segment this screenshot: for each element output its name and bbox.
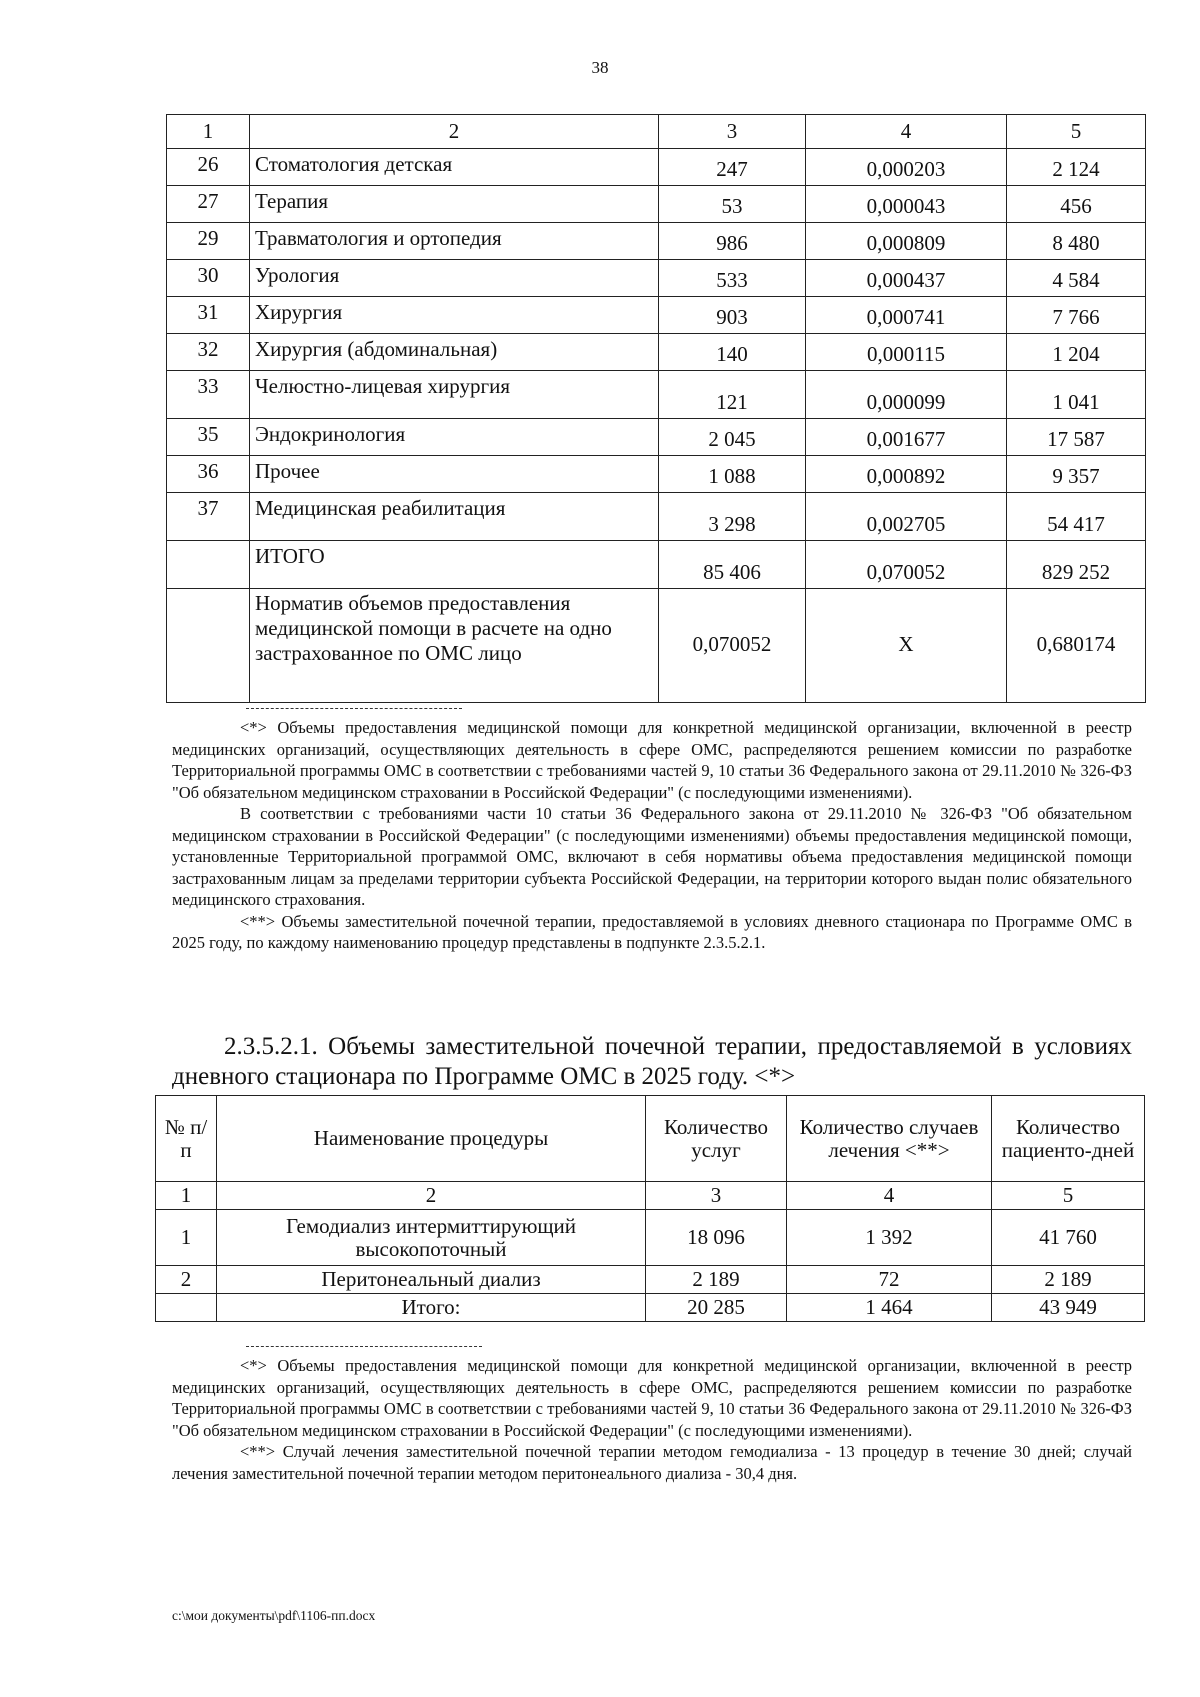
footnote-paragraph: <**> Объемы заместительной почечной терапии, предоставляемой в условиях дневного стационара по Программе ОМС в 2025 году, по каждому наименованию процедур представлены в подпункте 2.3.5.2.1.	[172, 911, 1132, 952]
row-name: Стоматология детская	[250, 149, 659, 186]
column-number: 3	[646, 1182, 787, 1210]
row-name: Хирургия (абдоминальная)	[250, 334, 659, 371]
row-value-3: 247	[659, 149, 806, 186]
row-value-4: 0,001677	[806, 419, 1007, 456]
table-header-row	[156, 1096, 1145, 1182]
row-value-4: 0,000099	[806, 371, 1007, 419]
row-name: Гемодиализ интермиттирующий высокопоточный	[217, 1210, 646, 1266]
table-row	[167, 223, 1146, 260]
table-row	[167, 149, 1146, 186]
column-numbers-row	[156, 1182, 1145, 1210]
column-number: 1	[167, 115, 250, 149]
row-cases: 1 392	[787, 1210, 992, 1266]
row-name: Челюстно-лицевая хирургия	[250, 371, 659, 419]
table-row	[167, 297, 1146, 334]
row-name: Перитонеальный диализ	[217, 1266, 646, 1294]
row-value-5: 9 357	[1007, 456, 1146, 493]
footnote-paragraph: <**> Случай лечения заместительной почечной терапии методом гемодиализа - 13 процедур в течение 30 дней; случай лечения заместительной почечной терапии методом перитонеального диализа - 30,4 дня.	[172, 1442, 1132, 1483]
row-number: 2	[156, 1266, 217, 1294]
row-number: 36	[167, 456, 250, 493]
row-value-4: 0,000892	[806, 456, 1007, 493]
row-value-3: 140	[659, 334, 806, 371]
row-number: 1	[156, 1210, 217, 1266]
row-value-4: 0,000203	[806, 149, 1007, 186]
row-name: Медицинская реабилитация	[250, 493, 659, 541]
row-value-3: 1 088	[659, 456, 806, 493]
row-value-3: 903	[659, 297, 806, 334]
total-row	[156, 1294, 1145, 1322]
row-services: 18 096	[646, 1210, 787, 1266]
total-cases: 1 464	[787, 1294, 992, 1322]
column-number: 4	[806, 115, 1007, 149]
footnote-paragraph: <*> Объемы предоставления медицинской помощи для конкретной медицинской организации, включенной в реестр медицинских организаций, осуществляющих деятельность в сфере ОМС, распределяются решением комиссии по разработке Территориальной программы ОМС в соответствии с требованиями частей 9, 10 статьи 36 Федерального закона от 29.11.2010 № 326-ФЗ "Об обязательном медицинском страховании в Российской Федерации" (с последующими изменениями).	[172, 1356, 1132, 1440]
row-value-5: 1 041	[1007, 371, 1146, 419]
normative-row	[167, 589, 1146, 703]
total-services: 20 285	[646, 1294, 787, 1322]
footnotes-1	[172, 717, 1132, 954]
row-cases: 72	[787, 1266, 992, 1294]
row-number: 26	[167, 149, 250, 186]
row-value-3: 533	[659, 260, 806, 297]
header-services: Количество услуг	[646, 1096, 787, 1182]
column-number: 1	[156, 1182, 217, 1210]
row-value-4: 0,000741	[806, 297, 1007, 334]
row-name: Травматология и ортопедия	[250, 223, 659, 260]
table-row	[156, 1266, 1145, 1294]
column-number: 5	[1007, 115, 1146, 149]
row-name: Хирургия	[250, 297, 659, 334]
total-value-4: 0,070052	[806, 541, 1007, 589]
row-value-5: 1 204	[1007, 334, 1146, 371]
row-number: 37	[167, 493, 250, 541]
total-days: 43 949	[992, 1294, 1145, 1322]
header-cases: Количество случаев лечения <**>	[787, 1096, 992, 1182]
header-patient-days: Количество пациенто-дней	[992, 1096, 1145, 1182]
row-value-3: 121	[659, 371, 806, 419]
row-services: 2 189	[646, 1266, 787, 1294]
row-value-4: 0,000043	[806, 186, 1007, 223]
table-row	[167, 419, 1146, 456]
total-label: ИТОГО	[250, 541, 659, 589]
row-value-5: 2 124	[1007, 149, 1146, 186]
table-row	[167, 186, 1146, 223]
total-value-3: 85 406	[659, 541, 806, 589]
normative-value-3: 0,070052	[659, 589, 806, 703]
row-value-5: 17 587	[1007, 419, 1146, 456]
row-value-3: 3 298	[659, 493, 806, 541]
document-path: c:\мои документы\pdf\1106-пп.docx	[172, 1608, 376, 1623]
row-value-3: 2 045	[659, 419, 806, 456]
row-days: 2 189	[992, 1266, 1145, 1294]
column-number: 5	[992, 1182, 1145, 1210]
total-label: Итого:	[217, 1294, 646, 1322]
row-number: 32	[167, 334, 250, 371]
row-number: 31	[167, 297, 250, 334]
footnotes-2	[172, 1355, 1132, 1484]
footnote-separator	[246, 1346, 482, 1347]
row-number: 35	[167, 419, 250, 456]
row-value-3: 53	[659, 186, 806, 223]
volumes-table	[166, 114, 1146, 703]
empty-cell	[156, 1294, 217, 1322]
row-name: Урология	[250, 260, 659, 297]
row-value-5: 4 584	[1007, 260, 1146, 297]
column-number: 2	[250, 115, 659, 149]
row-value-4: 0,000115	[806, 334, 1007, 371]
row-value-4: 0,002705	[806, 493, 1007, 541]
header-num: № п/п	[156, 1096, 217, 1182]
row-value-4: 0,000809	[806, 223, 1007, 260]
total-value-5: 829 252	[1007, 541, 1146, 589]
column-number: 4	[787, 1182, 992, 1210]
table-row	[167, 371, 1146, 419]
table-header-row	[167, 115, 1146, 149]
row-days: 41 760	[992, 1210, 1145, 1266]
normative-value-4: X	[806, 589, 1007, 703]
row-number: 27	[167, 186, 250, 223]
footnote-paragraph: <*> Объемы предоставления медицинской помощи для конкретной медицинской организации, включенной в реестр медицинских организаций, осуществляющих деятельность в сфере ОМС, распределяются решением комиссии по разработке Территориальной программы ОМС в соответствии с требованиями частей 9, 10 статьи 36 Федерального закона от 29.11.2010 № 326-ФЗ "Об обязательном медицинском страховании в Российской Федерации" (с последующими изменениями).	[172, 718, 1132, 802]
row-value-3: 986	[659, 223, 806, 260]
empty-cell	[167, 541, 250, 589]
row-value-5: 8 480	[1007, 223, 1146, 260]
footnote-paragraph: В соответствии с требованиями части 10 статьи 36 Федерального закона от 29.11.2010 № 326-ФЗ "Об обязательном медицинском страховании в Российской Федерации" (с последующими изменениями) объемы предоставления медицинской помощи, установленные Территориальной программой ОМС, включают в себя нормативы объема предоставления медицинской помощи застрахованным лицам за пределами территории субъекта Российской Федерации, на территории которого выдан полис обязательного медицинского страхования.	[172, 804, 1132, 909]
table-row	[167, 456, 1146, 493]
row-number: 29	[167, 223, 250, 260]
row-number: 33	[167, 371, 250, 419]
section-heading-text: 2.3.5.2.1. Объемы заместительной почечной терапии, предоставляемой в условиях дневного стационара по Программе ОМС в 2025 году. <*>	[172, 1033, 1132, 1090]
empty-cell	[167, 589, 250, 703]
row-value-5: 7 766	[1007, 297, 1146, 334]
table-row	[167, 493, 1146, 541]
header-name: Наименование процедуры	[217, 1096, 646, 1182]
row-value-5: 54 417	[1007, 493, 1146, 541]
row-name: Терапия	[250, 186, 659, 223]
normative-label: Норматив объемов предоставления медицинской помощи в расчете на одно застрахованное по ОМС лицо	[250, 589, 659, 703]
row-name: Эндокринология	[250, 419, 659, 456]
row-value-4: 0,000437	[806, 260, 1007, 297]
column-number: 3	[659, 115, 806, 149]
dialysis-table	[155, 1095, 1145, 1322]
row-number: 30	[167, 260, 250, 297]
table-row	[167, 260, 1146, 297]
column-number: 2	[217, 1182, 646, 1210]
page-number: 38	[591, 58, 609, 77]
section-heading	[172, 1032, 1132, 1092]
footnote-separator	[246, 708, 462, 709]
total-row	[167, 541, 1146, 589]
table-row	[156, 1210, 1145, 1266]
normative-value-5: 0,680174	[1007, 589, 1146, 703]
table-row	[167, 334, 1146, 371]
row-value-5: 456	[1007, 186, 1146, 223]
row-name: Прочее	[250, 456, 659, 493]
